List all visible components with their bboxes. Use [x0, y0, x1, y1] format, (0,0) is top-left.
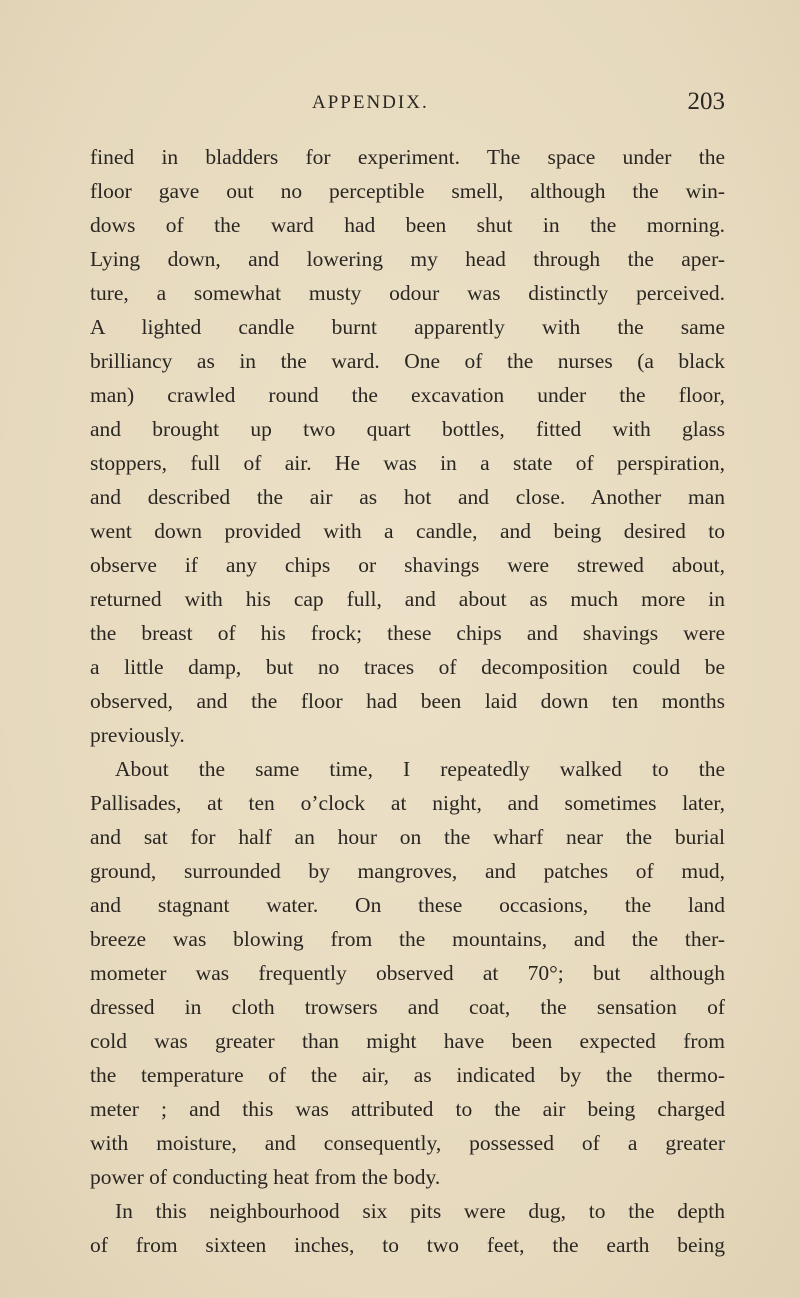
- text-line: and sat for half an hour on the wharf near the burial: [90, 825, 725, 849]
- body-text: [90, 140, 725, 1262]
- text-line: fined in bladders for experiment. The space under the: [90, 145, 725, 169]
- text-line: dressed in cloth trowsers and coat, the sensation of: [90, 995, 725, 1019]
- text-line: and brought up two quart bottles, fitted with glass: [90, 417, 725, 441]
- text-line: ture, a somewhat musty odour was distinctly perceived.: [90, 281, 725, 305]
- text-line: breeze was blowing from the mountains, and the ther-: [90, 927, 725, 951]
- text-line: the temperature of the air, as indicated by the thermo-: [90, 1063, 725, 1087]
- text-line: Pallisades, at ten o’clock at night, and sometimes later,: [90, 791, 725, 815]
- text-line: brilliancy as in the ward. One of the nurses (a black: [90, 349, 725, 373]
- page-number: 203: [687, 88, 725, 115]
- text-line: dows of the ward had been shut in the morning.: [90, 213, 725, 237]
- text-line: floor gave out no perceptible smell, although the win-: [90, 179, 725, 203]
- text-line: the breast of his frock; these chips and shavings were: [90, 621, 725, 645]
- text-line: and described the air as hot and close. Another man: [90, 485, 725, 509]
- text-line: power of conducting heat from the body.: [90, 1165, 441, 1189]
- text-line: A lighted candle burnt apparently with the same: [90, 315, 725, 339]
- text-line: and stagnant water. On these occasions, the land: [90, 893, 725, 917]
- text-line: of from sixteen inches, to two feet, the earth being: [90, 1233, 725, 1257]
- text-line: mometer was frequently observed at 70°; but although: [90, 961, 725, 985]
- text-line: man) crawled round the excavation under the floor,: [90, 383, 725, 407]
- text-line: Lying down, and lowering my head through the aper-: [90, 247, 725, 271]
- text-line: In this neighbourhood six pits were dug, to the depth: [115, 1199, 725, 1223]
- text-line: previously.: [90, 723, 185, 747]
- text-line: observe if any chips or shavings were strewed about,: [90, 553, 725, 577]
- text-line: with moisture, and consequently, possessed of a greater: [90, 1131, 725, 1155]
- page-header: [90, 88, 725, 128]
- text-line: cold was greater than might have been expected from: [90, 1029, 725, 1053]
- text-line: meter ; and this was attributed to the air being charged: [90, 1097, 725, 1121]
- text-line: went down provided with a candle, and being desired to: [90, 519, 725, 543]
- running-head: APPENDIX.: [312, 92, 429, 113]
- text-line: stoppers, full of air. He was in a state of perspiration,: [90, 451, 725, 475]
- text-line: ground, surrounded by mangroves, and patches of mud,: [90, 859, 725, 883]
- text-line: a little damp, but no traces of decomposition could be: [90, 655, 725, 679]
- text-line: About the same time, I repeatedly walked to the: [115, 757, 725, 781]
- text-line: observed, and the floor had been laid down ten months: [90, 689, 725, 713]
- text-line: returned with his cap full, and about as much more in: [90, 587, 725, 611]
